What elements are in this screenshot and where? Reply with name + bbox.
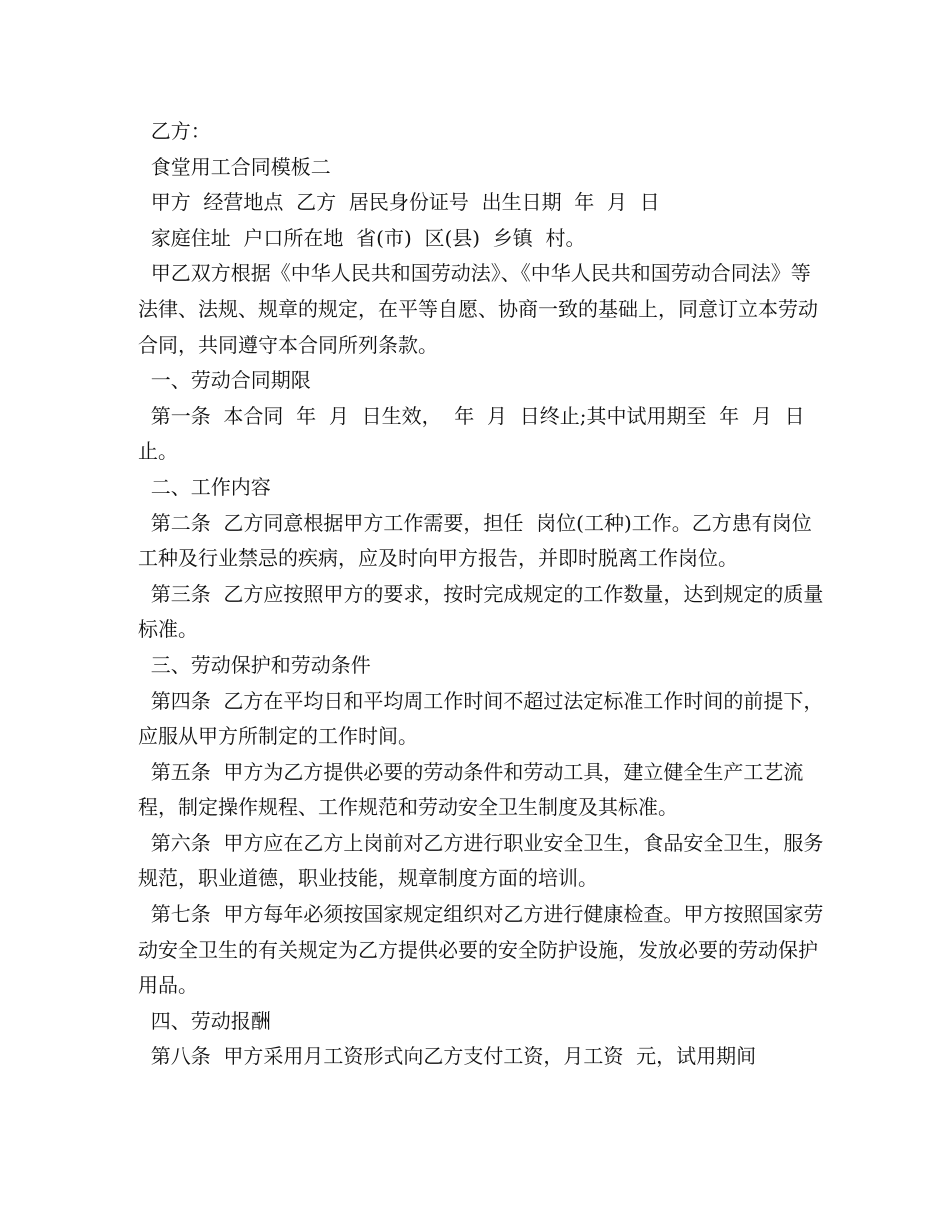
- article-3: 第三条 乙方应按照甲方的要求，按时完成规定的工作数量，达到规定的质量标准。: [138, 581, 824, 642]
- article-1: 第一条 本合同 年 月 日生效， 年 月 日终止;其中试用期至 年 月 日止。: [138, 403, 805, 464]
- party-info-line: 甲方 经营地点 乙方 居民身份证号 出生日期 年 月 日: [138, 190, 660, 215]
- article-6: 第六条 甲方应在乙方上岗前对乙方进行职业安全卫生，食品安全卫生，服务规范，职业道德，职业技能，规章制度方面的培训。: [138, 830, 824, 891]
- document-title: 食堂用工合同模板二: [138, 154, 331, 179]
- article-2: 第二条 乙方同意根据甲方工作需要，担任 岗位(工种)工作。乙方患有岗位工种及行业禁忌的疾病，应及时向甲方报告，并即时脱离工作岗位。: [138, 510, 812, 571]
- section-heading-remuneration: 四、劳动报酬: [138, 1008, 271, 1033]
- article-4: 第四条 乙方在平均日和平均周工作时间不超过法定标准工作时间的前提下，应服从甲方所制定的工作时间。: [138, 688, 824, 749]
- address-line: 家庭住址 户口所在地 省(市) 区(县) 乡镇 村。: [138, 225, 586, 250]
- section-heading-term: 一、劳动合同期限: [138, 368, 311, 393]
- document-page: [138, 114, 828, 1075]
- section-heading-protection: 三、劳动保护和劳动条件: [138, 652, 371, 677]
- party-b-label: 乙方：: [138, 119, 211, 143]
- preamble-paragraph: 甲乙双方根据《中华人民共和国劳动法》、《中华人民共和国劳动合同法》等法律、法规、规章的规定，在平等自愿、协商一致的基础上，同意订立本劳动合同，共同遵守本合同所列条款。: [138, 261, 818, 357]
- article-5: 第五条 甲方为乙方提供必要的劳动条件和劳动工具，建立健全生产工艺流程，制定操作规程、工作规范和劳动安全卫生制度及其标准。: [138, 759, 804, 820]
- article-8: 第八条 甲方采用月工资形式向乙方支付工资，月工资 元，试用期间: [138, 1044, 757, 1069]
- article-7: 第七条 甲方每年必须按国家规定组织对乙方进行健康检查。甲方按照国家劳动安全卫生的有关规定为乙方提供必要的安全防护设施，发放必要的劳动保护用品。: [138, 902, 824, 998]
- section-heading-work-content: 二、工作内容: [138, 474, 271, 499]
